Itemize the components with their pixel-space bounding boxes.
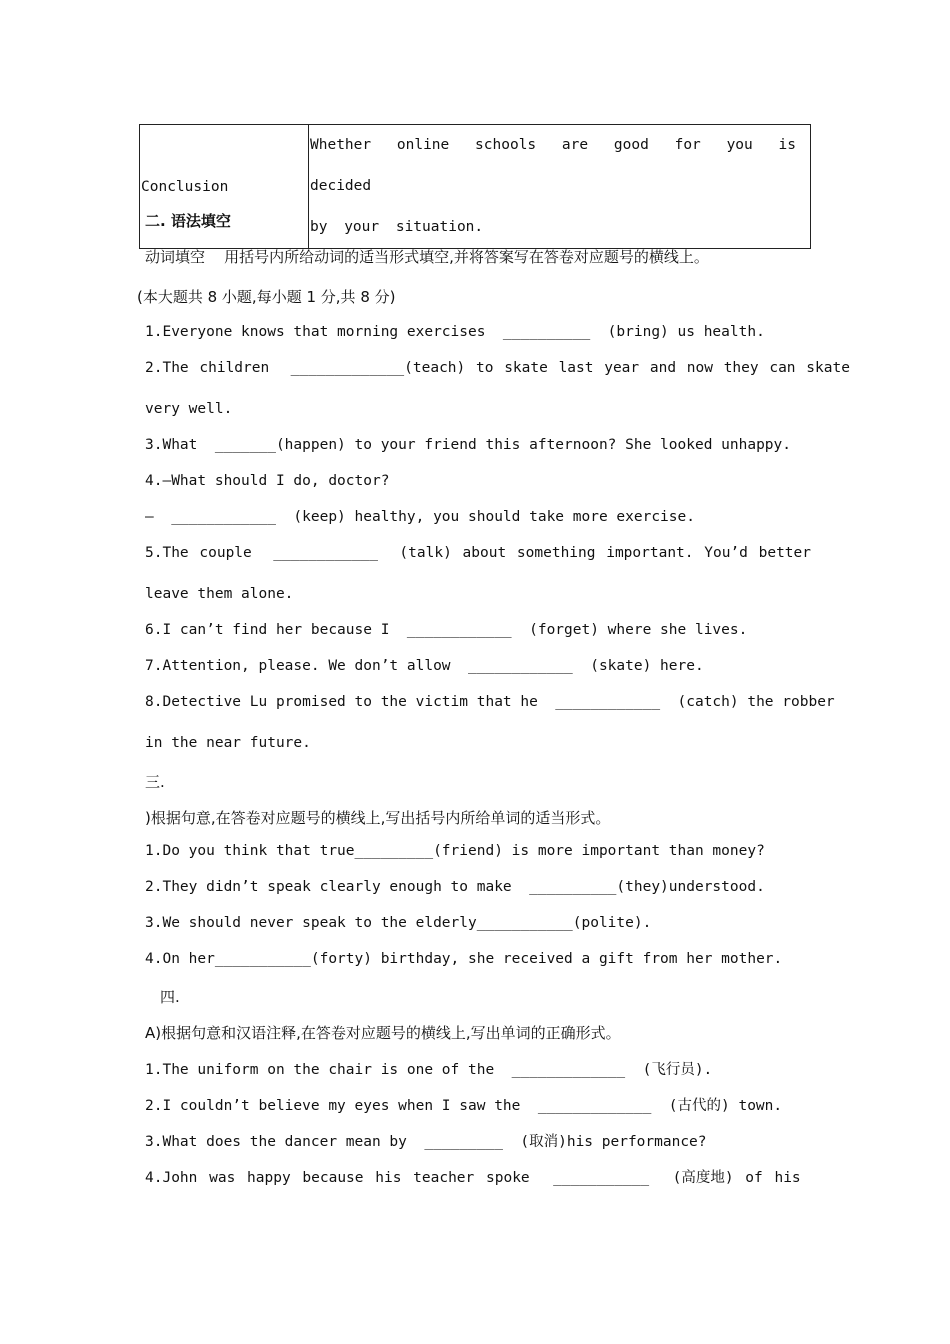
question-line: 3.What does the dancer mean by _________ (取消)his performance? (145, 1134, 707, 1150)
section-2-note: (本大题共 8 小题,每小题 1 分,共 8 分) (137, 288, 396, 306)
question-line: 2.The children _____________(teach) to skate last year and now they can skate (145, 360, 850, 376)
question-line: 1.The uniform on the chair is one of the _____________ (飞行员). (145, 1062, 713, 1078)
conclusion-table (139, 124, 811, 249)
section-2-instruction: 动词填空 用括号内所给动词的适当形式填空,并将答案写在答卷对应题号的横线上。 (145, 248, 709, 266)
question-line: 6.I can’t find her because I ____________ (forget) where she lives. (145, 622, 748, 638)
section-4-instruction: A)根据句意和汉语注释,在答卷对应题号的横线上,写出单词的正确形式。 (145, 1024, 621, 1042)
question-line: in the near future. (145, 735, 311, 751)
conclusion-text-line-2: by your situation. (310, 219, 484, 235)
section-4-title: 四. (160, 988, 180, 1006)
question-line: 4.On her___________(forty) birthday, she received a gift from her mother. (145, 951, 783, 967)
question-line: 4.—What should I do, doctor? (145, 473, 390, 489)
question-line: — ____________ (keep) healthy, you should take more exercise. (145, 509, 695, 525)
question-line: 5.The couple ____________ (talk) about something important. You’d better (145, 545, 812, 561)
question-line: 1.Do you think that true_________(friend) is more important than money? (145, 843, 765, 859)
section-2-title: 二. 语法填空 (145, 212, 231, 230)
question-line: 2.They didn’t speak clearly enough to make __________(they)understood. (145, 879, 765, 895)
conclusion-text-line-1: Whether online schools are good for you is decided (310, 137, 796, 194)
question-line: 8.Detective Lu promised to the victim that he ____________ (catch) the robber (145, 694, 835, 710)
question-line: 4.John was happy because his teacher spoke ___________ (高度地) of his (145, 1170, 801, 1186)
question-line: 1.Everyone knows that morning exercises __________ (bring) us health. (145, 324, 765, 340)
question-line: very well. (145, 401, 233, 417)
question-line: 7.Attention, please. We don’t allow ____________ (skate) here. (145, 658, 704, 674)
conclusion-text (309, 125, 811, 249)
question-line: 3.What _______(happen) to your friend this afternoon? She looked unhappy. (145, 437, 792, 453)
section-3-title: 三. (145, 773, 165, 791)
question-line: leave them alone. (145, 586, 294, 602)
section-3-instruction: )根据句意,在答卷对应题号的横线上,写出括号内所给单词的适当形式。 (145, 809, 611, 827)
question-line: 2.I couldn’t believe my eyes when I saw the _____________ (古代的) town. (145, 1098, 783, 1114)
question-line: 3.We should never speak to the elderly___________(polite). (145, 915, 652, 931)
conclusion-label: Conclusion (140, 125, 309, 249)
